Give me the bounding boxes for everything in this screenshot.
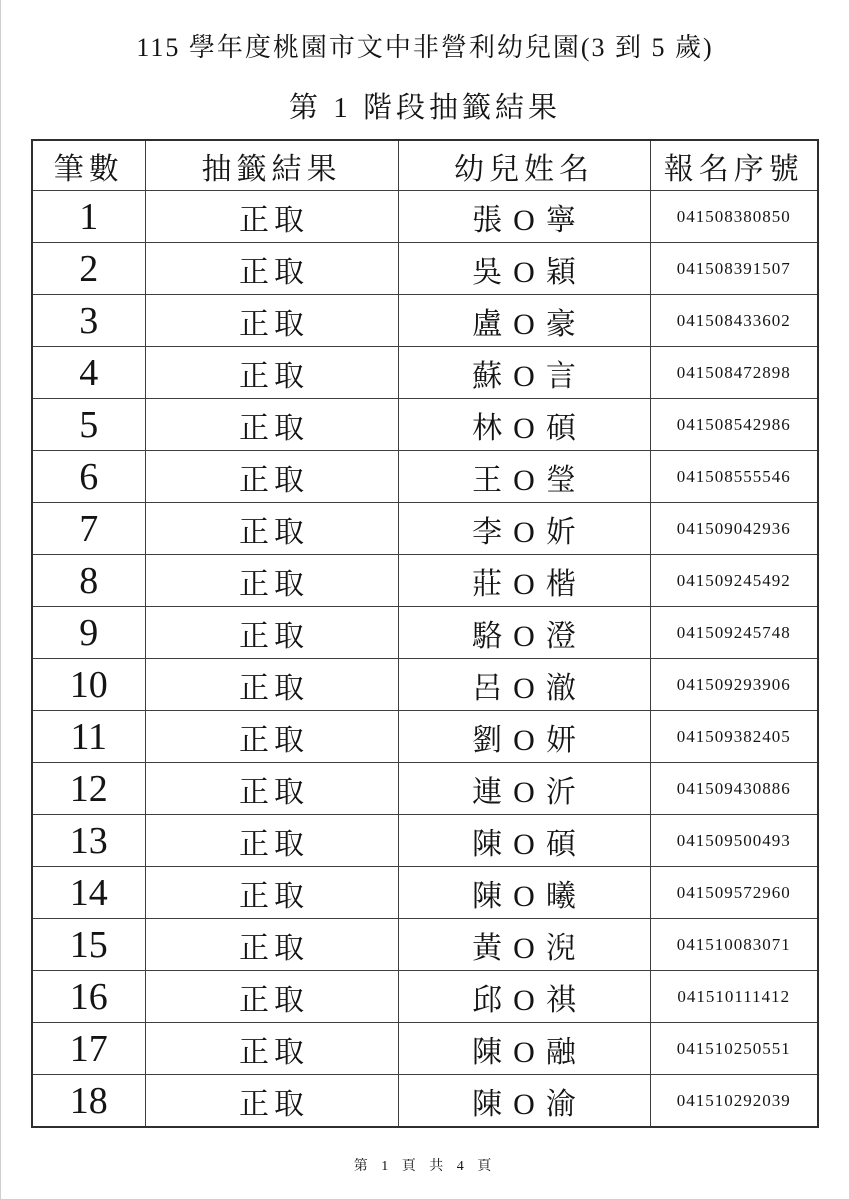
table-row	[32, 191, 818, 243]
lottery-result-cell: 正取	[145, 607, 398, 659]
table-row	[32, 1023, 818, 1075]
table-row	[32, 243, 818, 295]
child-name-cell: 陳O碩	[398, 815, 650, 867]
table-row	[32, 763, 818, 815]
child-name-cell: 邱O祺	[398, 971, 650, 1023]
table-row	[32, 971, 818, 1023]
child-name-cell: 呂O澈	[398, 659, 650, 711]
child-name-cell: 莊O楷	[398, 555, 650, 607]
table-body	[32, 191, 818, 1128]
lottery-result-cell: 正取	[145, 191, 398, 243]
serial-number-cell: 041510083071	[650, 919, 818, 971]
row-number-cell: 12	[32, 763, 145, 815]
column-header-count: 筆數	[32, 140, 145, 191]
lottery-result-cell: 正取	[145, 555, 398, 607]
child-name-cell: 黃O淣	[398, 919, 650, 971]
table-row	[32, 867, 818, 919]
serial-number-cell: 041509430886	[650, 763, 818, 815]
lottery-result-cell: 正取	[145, 451, 398, 503]
serial-number-cell: 041508555546	[650, 451, 818, 503]
lottery-results-table	[31, 139, 819, 1128]
child-name-cell: 王O瑩	[398, 451, 650, 503]
serial-number-cell: 041508391507	[650, 243, 818, 295]
page-title: 115 學年度桃園市文中非營利幼兒園(3 到 5 歲)	[136, 33, 714, 62]
serial-number-cell: 041510292039	[650, 1075, 818, 1128]
row-number-cell: 14	[32, 867, 145, 919]
table-row	[32, 607, 818, 659]
page-number-footer: 第 1 頁 共 4 頁	[353, 1159, 497, 1174]
table-row	[32, 295, 818, 347]
table-row	[32, 347, 818, 399]
child-name-cell: 陳O融	[398, 1023, 650, 1075]
row-number-cell: 15	[32, 919, 145, 971]
table-row	[32, 503, 818, 555]
lottery-result-cell: 正取	[145, 347, 398, 399]
serial-number-cell: 041509245492	[650, 555, 818, 607]
row-number-cell: 18	[32, 1075, 145, 1128]
lottery-result-cell: 正取	[145, 1023, 398, 1075]
table-row	[32, 919, 818, 971]
lottery-result-cell: 正取	[145, 711, 398, 763]
serial-number-cell: 041509572960	[650, 867, 818, 919]
lottery-result-cell: 正取	[145, 243, 398, 295]
child-name-cell: 吳O穎	[398, 243, 650, 295]
row-number-cell: 8	[32, 555, 145, 607]
child-name-cell: 林O碩	[398, 399, 650, 451]
serial-number-cell: 041509042936	[650, 503, 818, 555]
row-number-cell: 17	[32, 1023, 145, 1075]
child-name-cell: 駱O澄	[398, 607, 650, 659]
serial-number-cell: 041508380850	[650, 191, 818, 243]
serial-number-cell: 041509245748	[650, 607, 818, 659]
serial-number-cell: 041509382405	[650, 711, 818, 763]
child-name-cell: 盧O豪	[398, 295, 650, 347]
row-number-cell: 13	[32, 815, 145, 867]
child-name-cell: 陳O曦	[398, 867, 650, 919]
serial-number-cell: 041508433602	[650, 295, 818, 347]
child-name-cell: 劉O妍	[398, 711, 650, 763]
table-row	[32, 711, 818, 763]
row-number-cell: 10	[32, 659, 145, 711]
lottery-result-cell: 正取	[145, 867, 398, 919]
table-row	[32, 1075, 818, 1128]
table-row	[32, 399, 818, 451]
row-number-cell: 1	[32, 191, 145, 243]
row-number-cell: 4	[32, 347, 145, 399]
lottery-result-cell: 正取	[145, 919, 398, 971]
serial-number-cell: 041510111412	[650, 971, 818, 1023]
lottery-result-cell: 正取	[145, 399, 398, 451]
lottery-result-cell: 正取	[145, 659, 398, 711]
column-header-registration-serial: 報名序號	[650, 140, 818, 191]
lottery-result-cell: 正取	[145, 503, 398, 555]
row-number-cell: 11	[32, 711, 145, 763]
row-number-cell: 7	[32, 503, 145, 555]
row-number-cell: 5	[32, 399, 145, 451]
lottery-result-cell: 正取	[145, 971, 398, 1023]
lottery-result-cell: 正取	[145, 815, 398, 867]
row-number-cell: 3	[32, 295, 145, 347]
table-row	[32, 451, 818, 503]
row-number-cell: 16	[32, 971, 145, 1023]
child-name-cell: 張O寧	[398, 191, 650, 243]
child-name-cell: 李O妡	[398, 503, 650, 555]
lottery-result-cell: 正取	[145, 1075, 398, 1128]
serial-number-cell: 041510250551	[650, 1023, 818, 1075]
serial-number-cell: 041508542986	[650, 399, 818, 451]
row-number-cell: 9	[32, 607, 145, 659]
page-subtitle: 第 1 階段抽籤結果	[288, 92, 561, 124]
child-name-cell: 陳O渝	[398, 1075, 650, 1128]
table-row	[32, 659, 818, 711]
lottery-result-cell: 正取	[145, 763, 398, 815]
column-header-child-name: 幼兒姓名	[398, 140, 650, 191]
child-name-cell: 蘇O言	[398, 347, 650, 399]
table-row	[32, 555, 818, 607]
serial-number-cell: 041509293906	[650, 659, 818, 711]
child-name-cell: 連O沂	[398, 763, 650, 815]
serial-number-cell: 041509500493	[650, 815, 818, 867]
row-number-cell: 2	[32, 243, 145, 295]
table-header-row	[32, 140, 818, 191]
row-number-cell: 6	[32, 451, 145, 503]
serial-number-cell: 041508472898	[650, 347, 818, 399]
table-row	[32, 815, 818, 867]
column-header-lottery-result: 抽籤結果	[145, 140, 398, 191]
lottery-result-cell: 正取	[145, 295, 398, 347]
